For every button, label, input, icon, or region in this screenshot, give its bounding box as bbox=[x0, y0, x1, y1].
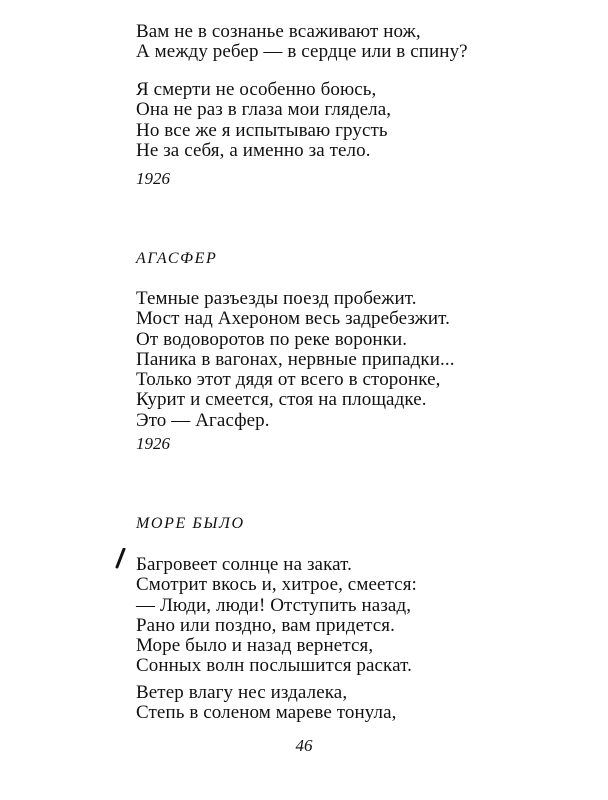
poem-line: — Люди, люди! Отступить назад, bbox=[136, 594, 412, 616]
pencil-mark-icon bbox=[114, 548, 126, 570]
poem-line: Но все же я испытываю грусть bbox=[136, 119, 388, 141]
poem-line: Ветер влагу нес издалека, bbox=[136, 682, 348, 703]
poem1-stanza2 bbox=[136, 80, 391, 161]
poem-line: Не за себя, а именно за тело. bbox=[136, 139, 371, 161]
poem2-date: 1926 bbox=[136, 434, 170, 453]
poem1-date: 1926 bbox=[136, 169, 170, 188]
poem-line: Море было и назад вернется, bbox=[136, 635, 374, 657]
poem3-stanza1 bbox=[136, 555, 417, 677]
page-number: 46 bbox=[295, 736, 313, 755]
poem-line: Только этот дядя от всего в сторонке, bbox=[136, 369, 441, 391]
poem-line: Это — Агасфер. bbox=[136, 409, 270, 431]
poem-line: Смотрит вкось и, хитрое, смеется: bbox=[136, 574, 417, 596]
poem-line: Багровеет солнце на закат. bbox=[136, 554, 352, 575]
poem-line: Сонных волн послышится раскат. bbox=[136, 655, 412, 677]
poem2-body bbox=[136, 289, 455, 431]
poem3-stanza2 bbox=[136, 683, 397, 724]
poem-line: Вам не в сознанье всаживают нож, bbox=[136, 21, 421, 42]
poem-line: А между ребер — в сердце или в спину? bbox=[136, 41, 468, 63]
poem2-title: АГАСФЕР bbox=[136, 250, 218, 267]
poem-line: Я смерти не особенно боюсь, bbox=[136, 79, 377, 100]
poem-line: Она не раз в глаза мои глядела, bbox=[136, 99, 392, 121]
poem-line: Курит и смеется, стоя на площадке. bbox=[136, 389, 427, 411]
poem-line: Рано или поздно, вам придется. bbox=[136, 614, 395, 636]
poem-line: От водоворотов по реке воронки. bbox=[136, 328, 408, 350]
poem-line: Паника в вагонах, нервные припадки... bbox=[136, 348, 455, 370]
poem-line: Темные разъезды поезд пробежит. bbox=[136, 288, 417, 309]
poem-line: Мост над Ахероном весь задребезжит. bbox=[136, 308, 450, 330]
poem1-stanza1 bbox=[136, 22, 468, 63]
poem3-title: МОРЕ БЫЛО bbox=[136, 515, 245, 532]
poem-line: Степь в соленом мареве тонула, bbox=[136, 702, 397, 724]
